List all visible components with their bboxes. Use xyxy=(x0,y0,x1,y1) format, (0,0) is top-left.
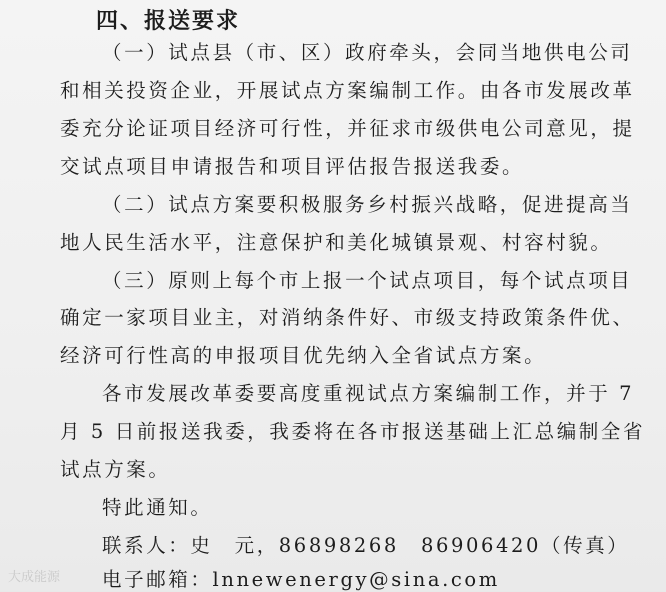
paragraph-line: 试点方案。 xyxy=(60,458,171,481)
paragraph-line: 和相关投资企业，开展试点方案编制工作。由各市发展改革 xyxy=(60,79,635,102)
paragraph-line: 委充分论证项目经济可行性，并征求市级供电公司意见，提 xyxy=(60,117,635,140)
paragraph-line: 地人民生活水平，注意保护和美化城镇景观、村容村貌。 xyxy=(60,231,613,254)
watermark: 大成能源 xyxy=(8,570,61,585)
section-heading: 四、报送要求 xyxy=(96,8,241,34)
contact-line: 联系人：史 元，86898268 86906420（传真） xyxy=(102,534,630,557)
paragraph-line: （一）试点县（市、区）政府牵头，会同当地供电公司 xyxy=(102,41,633,64)
paragraph-line: 各市发展改革委要高度重视试点方案编制工作，并于 7 xyxy=(102,382,635,405)
email-line: 电子邮箱：lnnewenergy@sina.com xyxy=(102,568,500,591)
paragraph-line: （三）原则上每个市上报一个试点项目，每个试点项目 xyxy=(102,269,633,292)
paragraph-line: （二）试点方案要积极服务乡村振兴战略，促进提高当 xyxy=(102,193,633,216)
paragraph-line: 经济可行性高的申报项目优先纳入全省试点方案。 xyxy=(60,344,547,367)
paragraph-line: 交试点项目申请报告和项目评估报告报送我委。 xyxy=(60,155,525,178)
paragraph-line: 确定一家项目业主，对消纳条件好、市级支持政策条件优、 xyxy=(60,306,635,329)
paragraph-line: 月 5 日前报送我委，我委将在各市报送基础上汇总编制全省 xyxy=(60,420,646,443)
closing-line: 特此通知。 xyxy=(102,496,213,519)
